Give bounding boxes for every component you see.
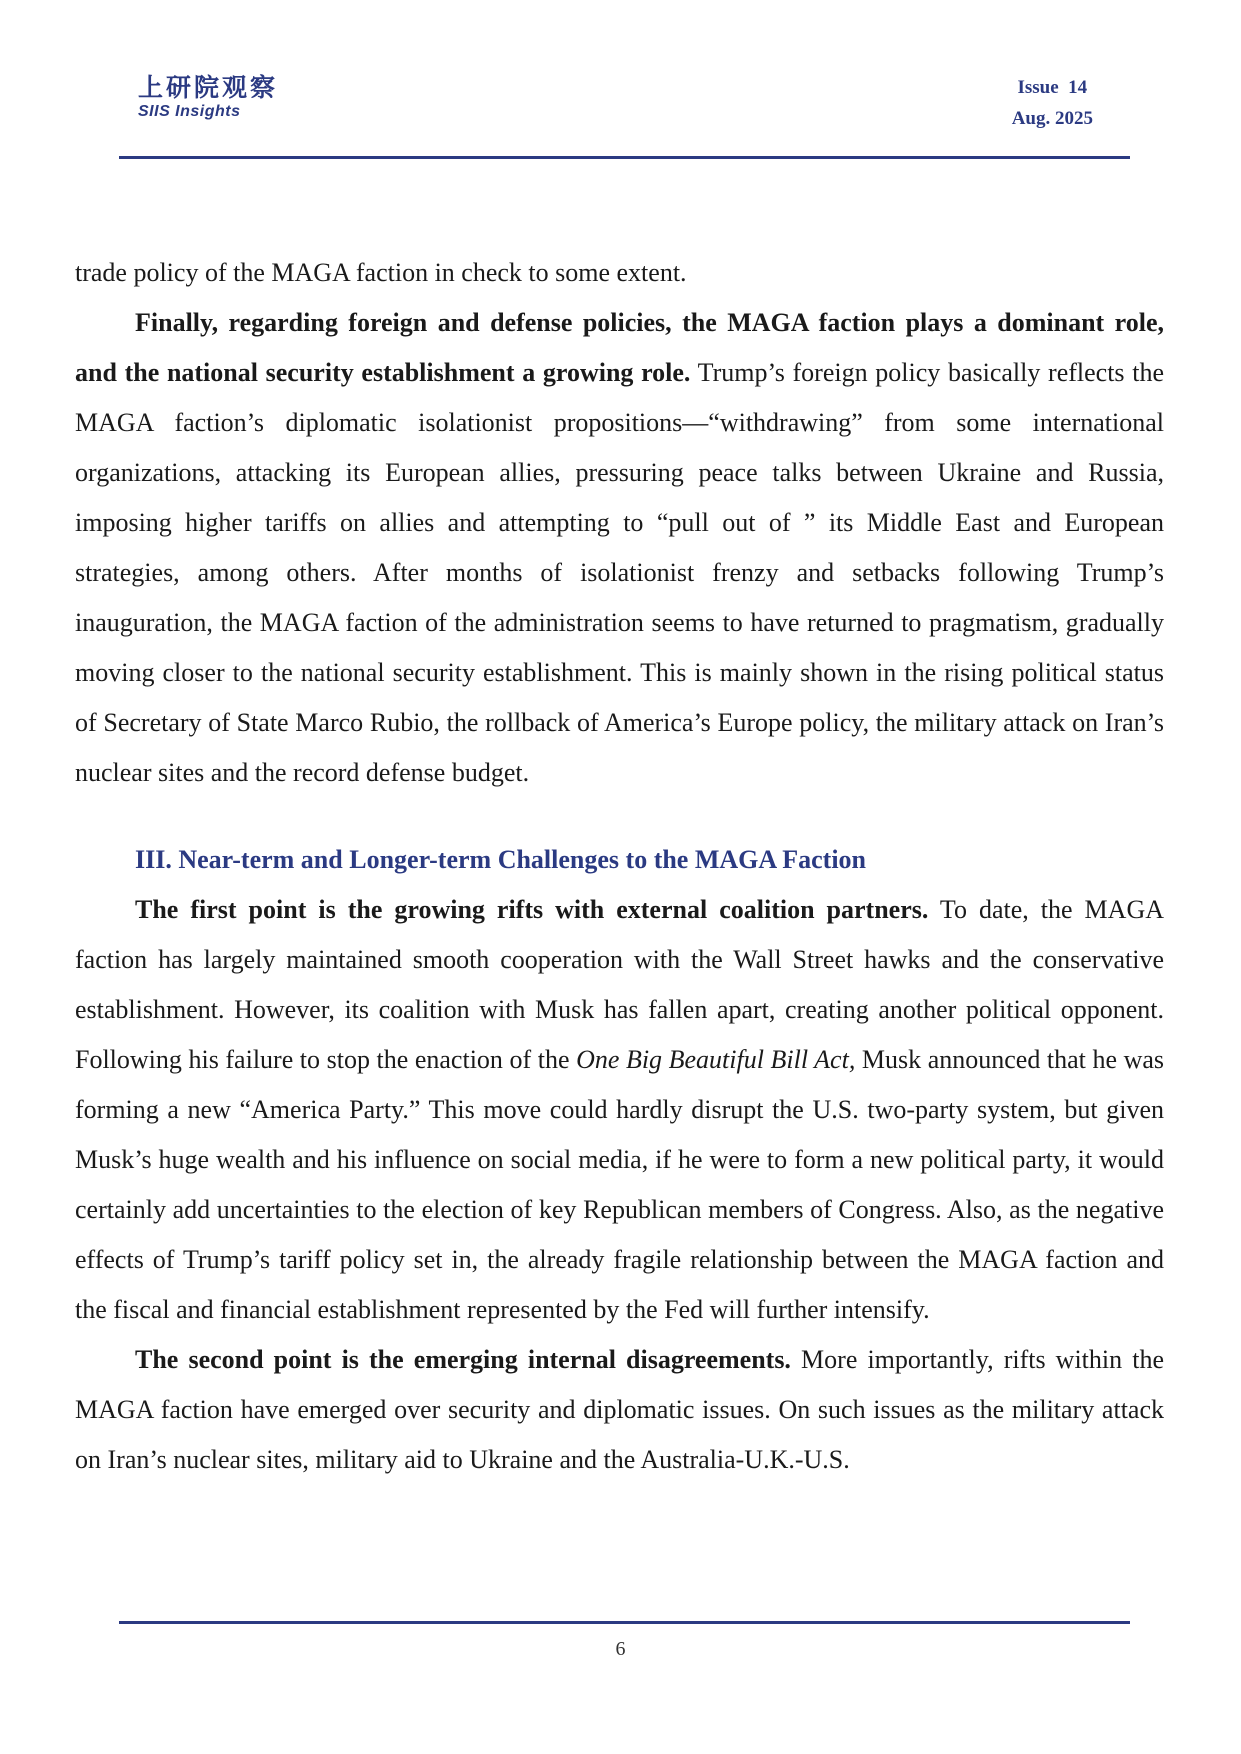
paragraph-text: To date, the MAGA faction has largely maintained smooth cooperation with the Wall Street hawks and the conservative establishment. However, its coalition with Musk has fallen apart, creating another political opponent. Following his failure to stop the enaction of the xyxy=(75,895,1164,1074)
page-number: 6 xyxy=(615,1638,626,1660)
paragraph-text: More importantly, rifts within the MAGA faction have emerged over security and diplomatic issues. On such issues as the military attack on Iran’s nuclear sites, military aid to Ukraine and the Australia-U.K.-U.S. xyxy=(75,1345,1164,1474)
bill-title-italic: One Big Beautiful Bill Act, xyxy=(576,1045,856,1074)
paragraph-lead-bold: The first point is the growing rifts with external coalition partners. xyxy=(135,895,929,924)
issue-date: Aug. 2025 xyxy=(1011,108,1093,129)
paragraph-text: trade policy of the MAGA faction in check to some extent. xyxy=(75,258,687,287)
publication-logo xyxy=(138,74,278,122)
footer-divider xyxy=(119,1621,1130,1624)
paragraph-foreign-policy xyxy=(75,298,1164,798)
paragraph-lead-bold: The second point is the emerging internal disagreements. xyxy=(135,1345,791,1374)
issue-info xyxy=(1012,72,1093,134)
issue-number: Issue 14 xyxy=(1017,77,1088,98)
page-body xyxy=(75,248,1164,1485)
paragraph-internal-disagreements xyxy=(75,1335,1164,1485)
paragraph-external-rifts xyxy=(75,885,1164,1335)
paragraph-continuation xyxy=(75,248,1164,298)
paragraph-text: Trump’s foreign policy basically reflects the MAGA faction’s diplomatic isolationist propositions—“withdrawing” from some international organizations, attacking its European allies, pressuring peace talks between Ukraine and Russia, imposing higher tariffs on allies and attempting to “pull out of ” its Middle East and European strategies, among others. After months of isolationist frenzy and setbacks following Trump’s inauguration, the MAGA faction of the administration seems to have returned to pragmatism, gradually moving closer to the national security establishment. This is mainly shown in the rising political status of Secretary of State Marco Rubio, the rollback of America’s Europe policy, the military attack on Iran’s nuclear sites and the record defense budget. xyxy=(75,358,1164,787)
section-heading: III. Near-term and Longer-term Challenges to the MAGA Faction xyxy=(135,845,866,874)
logo-chinese-title: 上研院观察 xyxy=(138,73,279,102)
logo-english-title: SIIS Insights xyxy=(138,103,241,120)
paragraph-lead-bold: Finally, regarding foreign and defense policies, the MAGA faction plays a dominant role, and the national security establishment a growing role. xyxy=(75,308,1164,387)
paragraph-text: Musk announced that he was forming a new “America Party.” This move could hardly disrupt the U.S. two-party system, but given Musk’s huge wealth and his influence on social media, if he were to form a new political party, it would certainly add uncertainties to the election of key Republican members of Congress. Also, as the negative effects of Trump’s tariff policy set in, the already fragile relationship between the MAGA faction and the fiscal and financial establishment represented by the Fed will further intensify. xyxy=(75,1045,1165,1324)
header-divider xyxy=(119,156,1130,159)
